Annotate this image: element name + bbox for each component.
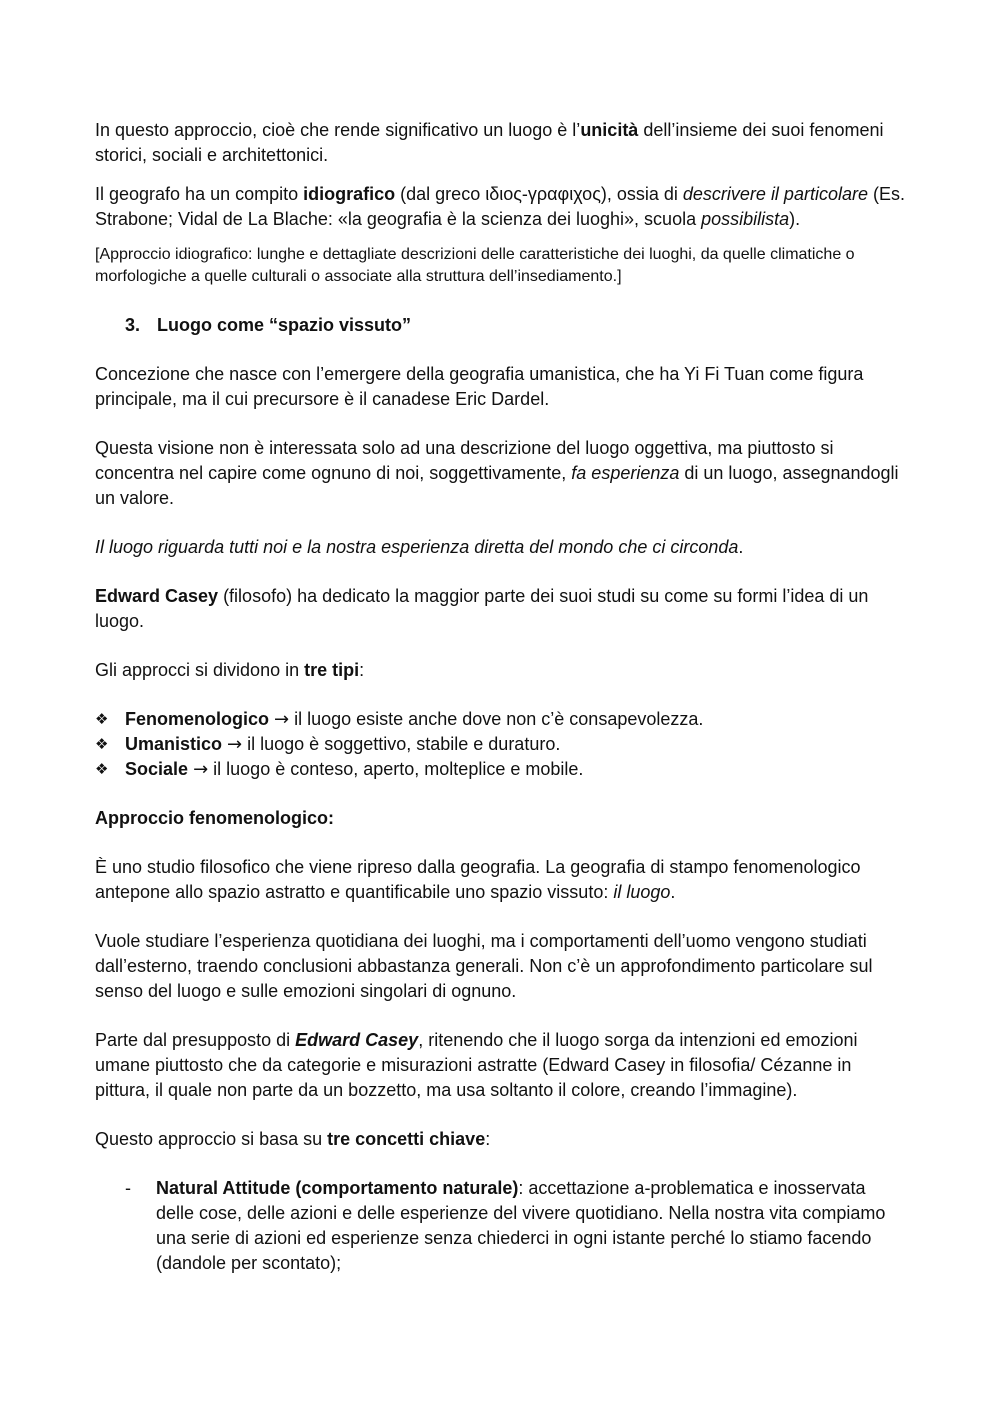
paragraph-concetti-chiave [95,1127,907,1152]
type-description: il luogo è soggettivo, stabile e duraturo. [242,734,561,754]
bold-term: tre concetti chiave [327,1129,486,1149]
bracket-note: [Approccio idiografico: lunghe e dettagliate descrizioni delle caratteristiche dei luoghi, da quelle climatiche o morfologiche a quelle culturali o associate alla struttura dell’insediamento.] [95,246,855,285]
diamond-bullet-icon: ❖ [95,760,109,778]
arrow-right-icon: → [193,759,209,780]
arrow-right-icon: → [274,709,290,730]
arrow-right-icon: → [227,734,243,755]
paragraph-esperienza-quotidiana: Vuole studiare l’esperienza quotidiana dei luoghi, ma i comportamenti dell’uomo vengono studiati dall’esterno, traendo conclusioni abbastanza generali. Non c’è un approfondimento particolare sul senso del luogo e sulle emozioni singolari di ognuno. [95,931,873,1001]
paragraph-geografia-umanistica: Concezione che nasce con l’emergere della geografia umanistica, che ha Yi Fi Tuan come figura principale, ma il cui precursore è il canadese Eric Dardel. [95,364,864,409]
text: (filosofo) ha dedicato la maggior parte dei suoi studi su come su formi l’idea di un luogo. [95,586,869,631]
type-name: Umanistico [125,734,223,754]
text: . [738,537,744,557]
paragraph-presupposto-casey [95,1028,907,1103]
text: È uno studio filosofico che viene ripreso dalla geografia. La geografia di stampo fenomenologico antepone allo spazio astratto e quantificabile uno spazio vissuto: [95,857,861,902]
bold-italic-term: Edward Casey [295,1030,419,1050]
text: di un luogo, assegnandogli un valore. [95,463,899,508]
text: : [359,660,365,680]
approach-types-list [95,707,907,782]
paragraph-unicita [95,118,907,168]
text: : [485,1129,491,1149]
list-item [95,1176,907,1276]
text: (dal greco ιδιος-γραφιχος), ossia di [395,184,683,204]
list-item [95,757,907,782]
dash-bullet: - [125,1178,131,1198]
type-description: il luogo è conteso, aperto, molteplice e mobile. [208,759,584,779]
bold-term: tre tipi [304,660,360,680]
section-heading [95,313,907,338]
bold-term: idiografico [303,184,396,204]
concept-name: Natural Attitude (comportamento naturale) [156,1178,519,1198]
italic-term: descrivere il particolare [682,184,868,204]
text: Questa visione non è interessata solo ad una descrizione del luogo oggettiva, ma piuttosto si concentra nel capire come ognuno di noi, soggettivamente, [95,438,834,483]
bold-term: Edward Casey [95,586,219,606]
diamond-bullet-icon: ❖ [95,735,109,753]
italic-term: possibilista [701,209,790,229]
type-name: Fenomenologico [125,709,269,729]
text: Questo approccio si basa su [95,1129,328,1149]
italic-term: fa esperienza [571,463,680,483]
paragraph-italic-statement [95,535,907,560]
section-number: 3. [125,315,141,335]
text: In questo approccio, cioè che rende significativo un luogo è l’ [95,120,581,140]
text: . [670,882,676,902]
text: (Es. Strabone; Vidal de La Blache: «la geografia è la scienza dei luoghi», scuola [95,184,905,229]
italic-term: il luogo [613,882,671,902]
paragraph-tre-tipi [95,658,907,683]
paragraph-casey [95,584,907,634]
paragraph-idiografico [95,182,907,232]
italic-statement: Il luogo riguarda tutti noi e la nostra esperienza diretta del mondo che ci circonda [95,537,739,557]
list-item [95,732,907,757]
concept-description: : accettazione a-problematica e inosservata delle cose, delle azioni e delle esperienze del vivere quotidiano. Nella nostra vita compiamo una serie di azioni ed esperienze senza chiederci in ogni istante perché lo stiamo facendo (dandole per scontato); [156,1178,886,1273]
text: ). [789,209,801,229]
list-item [95,707,907,732]
text: Gli approcci si dividono in [95,660,305,680]
text: Il geografo ha un compito [95,184,304,204]
bold-term: unicità [580,120,639,140]
text: dell’insieme dei suoi fenomeni storici, sociali e architettonici. [95,120,884,165]
section-title: Luogo come “spazio vissuto” [157,315,412,335]
type-description: il luogo esiste anche dove non c’è consapevolezza. [289,709,704,729]
paragraph-studio-filosofico [95,855,907,905]
paragraph-visione [95,436,907,511]
key-concepts-list [95,1176,907,1276]
text: Parte dal presupposto di [95,1030,296,1050]
subheading-fenomenologico: Approccio fenomenologico: [95,808,335,828]
text: , ritenendo che il luogo sorga da intenzioni ed emozioni umane piuttosto che da categorie e misurazioni astratte (Edward Casey in filosofia/ Cézanne in pittura, il quale non parte da un bozzetto, ma usa soltanto il colore, creando l’immagine). [95,1030,858,1100]
document-page [95,118,907,1276]
type-name: Sociale [125,759,189,779]
diamond-bullet-icon: ❖ [95,710,109,728]
